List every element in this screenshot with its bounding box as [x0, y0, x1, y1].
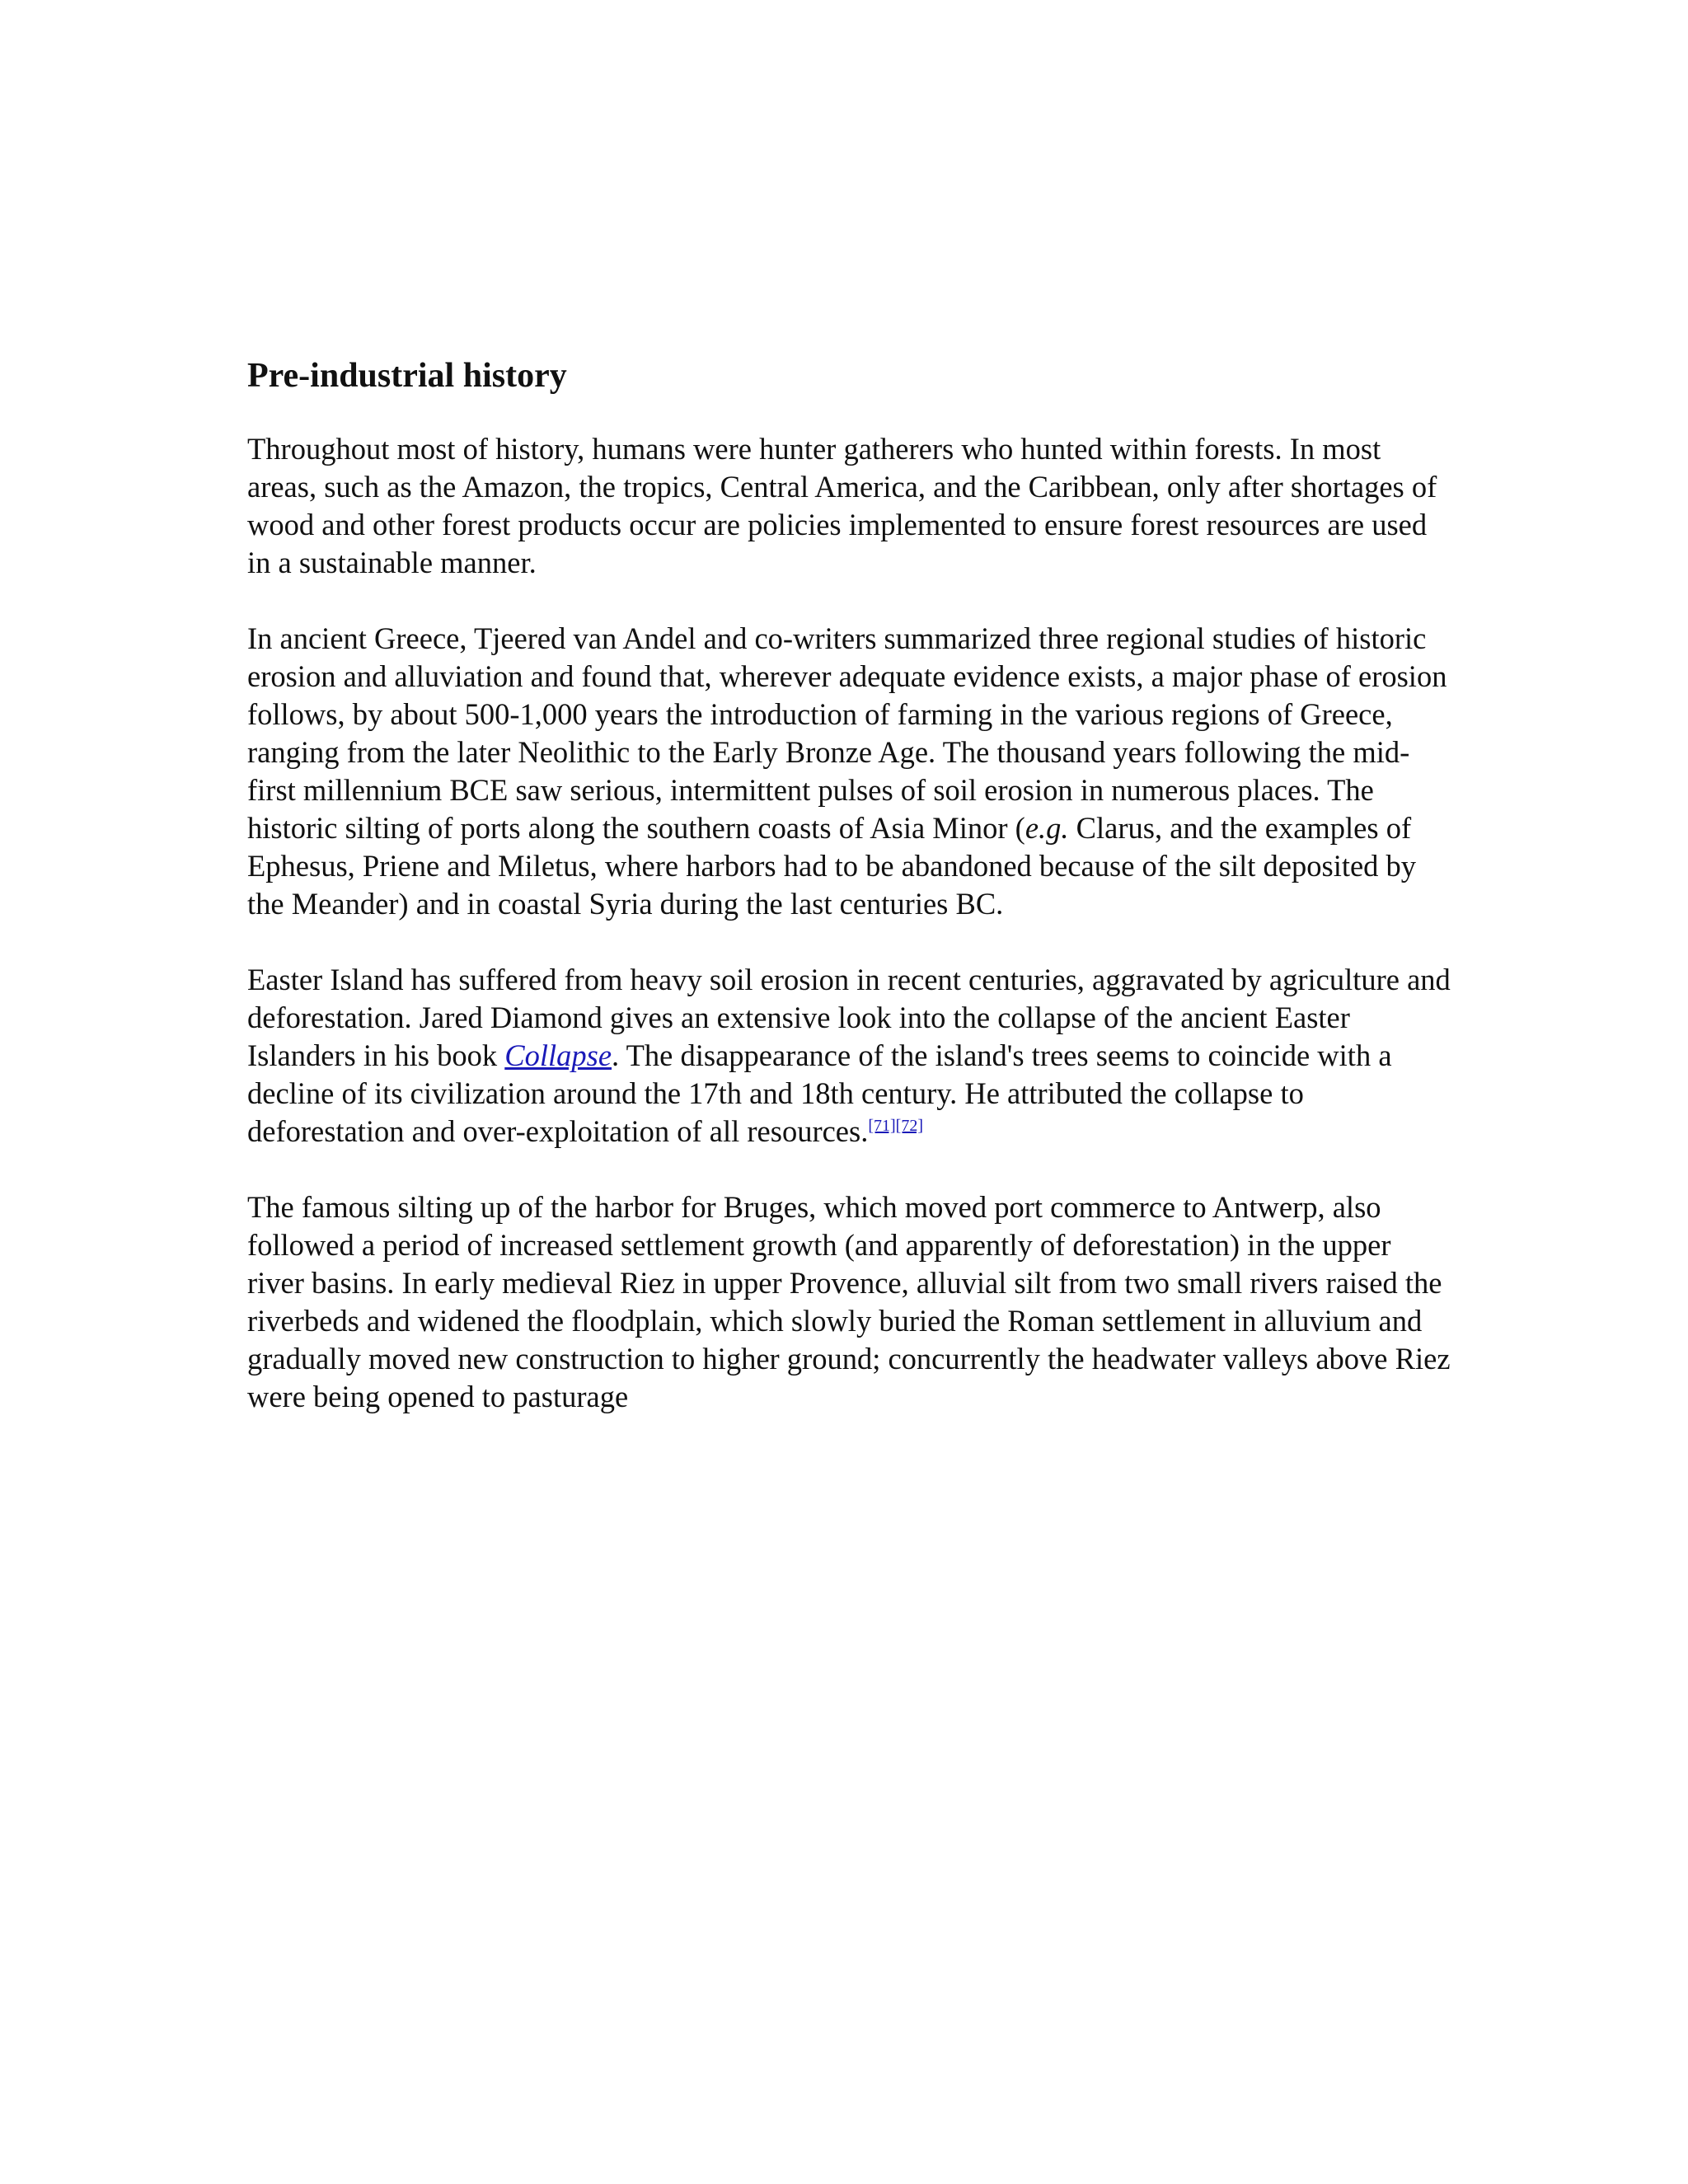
reference-link-71[interactable]: [71]: [868, 1116, 896, 1135]
paragraph-3-text-after: . The disappearance of the island's trees seems to coincide with a decline of its civilization around the 17th and 18th century. He attributed the collapse to deforestation and over-exploitation of all resources.: [247, 1038, 1392, 1148]
paragraph-2-eg: e.g.: [1025, 811, 1069, 845]
section-heading: Pre-industrial history: [247, 357, 567, 395]
paragraph-2-text-before: In ancient Greece, Tjeered van Andel and co-writers summarized three regional studies of historic erosion and alluviation and found that, wherever adequate evidence exists, a major phase of erosion follows, by about 500-1,000 years the introduction of farming in the various regions of Greece, ranging from the later Neolithic to the Early Bronze Age. The thousand years following the mid-first millennium BCE saw serious, intermittent pulses of soil erosion in numerous places. The historic silting of ports along the southern coasts of Asia Minor (: [247, 621, 1447, 845]
paragraph-3-text-before: Easter Island has suffered from heavy soil erosion in recent centuries, aggravated by agriculture and deforestation. Jared Diamond gives an extensive look into the collapse of the ancient Easter Islanders in his book: [247, 963, 1451, 1072]
paragraph-3: [247, 961, 1451, 1151]
paragraph-1: Throughout most of history, humans were hunter gatherers who hunted within forests. In most areas, such as the Amazon, the tropics, Central America, and the Caribbean, only after shortages of wood and other forest products occur are policies implemented to ensure forest resources are used in a sustainable manner.: [247, 432, 1437, 579]
reference-link-72[interactable]: [72]: [895, 1116, 923, 1135]
paragraph-2: [247, 620, 1451, 923]
paragraph-2-text-after: Clarus, and the examples of Ephesus, Priene and Miletus, where harbors had to be abandoned because of the silt deposited by the Meander) and in coastal Syria during the last centuries BC.: [247, 811, 1417, 921]
paragraph-4: The famous silting up of the harbor for Bruges, which moved port commerce to Antwerp, also followed a period of increased settlement growth (and apparently of deforestation) in the upper river basins. In early medieval Riez in upper Provence, alluvial silt from two small rivers raised the riverbeds and widened the floodplain, which slowly buried the Roman settlement in alluvium and gradually moved new construction to higher ground; concurrently the headwater valleys above Riez were being opened to pasturage: [247, 1190, 1451, 1413]
document-page: [247, 354, 1451, 1454]
collapse-book-link[interactable]: Collapse: [504, 1038, 612, 1072]
